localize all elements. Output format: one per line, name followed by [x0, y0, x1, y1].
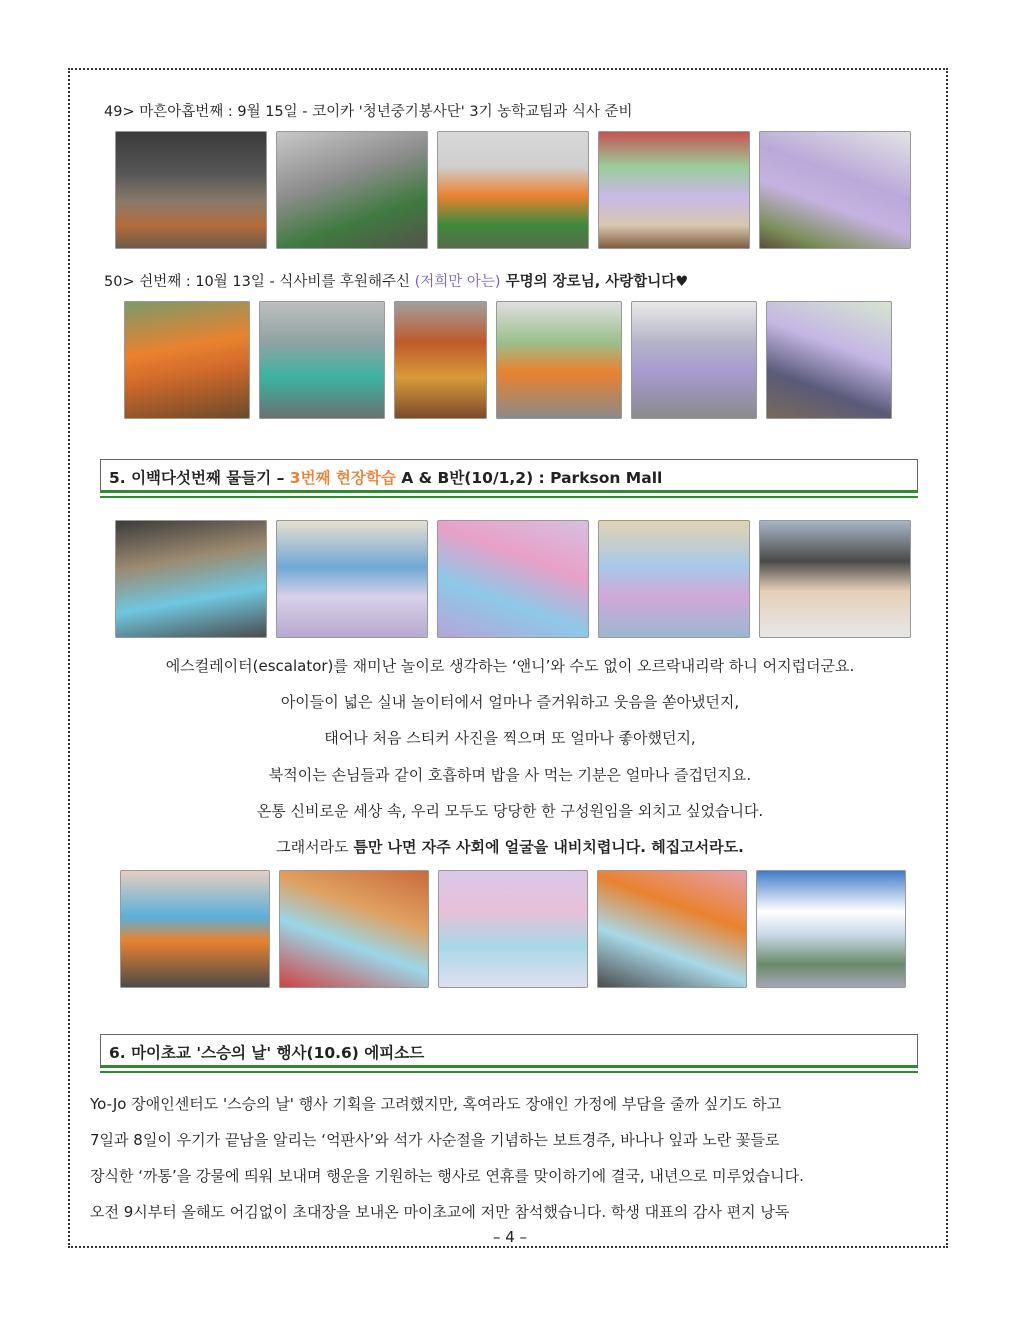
section-5-header [100, 459, 918, 493]
para5-line-4: 북적이는 손님들과 같이 호흡하며 밥을 사 먹는 기분은 얼마나 즐겁던지요. [268, 766, 752, 784]
para5-line-3: 태어나 처음 스티커 사진을 찍으며 또 얼마나 좋아했던지, [324, 729, 696, 747]
section-6-title: 6. 마이초교 '스승의 날' 행사(10.6) 에피소드 [109, 1044, 425, 1062]
para5-line-1: 에스컬레이터(escalator)를 재미난 놀이로 생각하는 ‘앤니’와 수도 없이 오르락내리락 하니 어지럽더군요. [165, 657, 855, 675]
photo-kitchen-cooking [276, 131, 428, 249]
para5-line-2: 아이들이 넓은 실내 놀이터에서 얼마나 즐거워하고 웃음을 쏟아냈던지, [280, 693, 740, 711]
section-5-suffix: A & B반(10/1,2) : Parkson Mall [395, 469, 663, 487]
photo-outdoor-group [756, 870, 906, 988]
para5-last-prefix: 그래서라도 [276, 838, 354, 856]
photo-group-floor [120, 870, 270, 988]
photo-row-5a [115, 520, 911, 638]
para6-line-2: 7일과 8일이 우기가 끝남을 알리는 ‘억판사’와 석가 사순절을 기념하는 보트경주, 바나나 잎과 노란 꽃들로 [90, 1131, 780, 1149]
page-number: – 4 – [492, 1228, 528, 1246]
photo-eating-students [766, 301, 892, 419]
para6-line-4: 오전 9시부터 올해도 어김없이 초대장을 보내온 마이초교에 저만 참석했습니다. 학생 대표의 감사 편지 낭독 [90, 1203, 790, 1221]
item-49-caption: 49> 마흔아홉번째 : 9월 15일 - 코이카 '청년중기봉사단' 3기 농학교팀과 식사 준비 [104, 104, 633, 120]
para6-line-3: 장식한 ‘까통’을 강물에 띄워 보내며 행운을 기원하는 행사로 연휴를 맞이하기에 결국, 내년으로 미루었습니다. [90, 1167, 804, 1185]
photo-cooking-pot [115, 131, 267, 249]
photo-kitchen-team [259, 301, 385, 419]
item-50-prefix: 50> 쉰번째 : 10월 13일 - 식사비를 후원해주신 [104, 274, 415, 290]
photo-kids-posing [597, 870, 747, 988]
section-6-header [100, 1034, 918, 1068]
section-5-highlight: 3번째 현장학습 [289, 469, 396, 487]
section-6-underline [100, 1071, 918, 1073]
para5-line-6 [80, 836, 940, 857]
photo-toy-play [279, 870, 429, 988]
photo-van-ride [115, 520, 267, 638]
photo-ball-pit-child [438, 870, 588, 988]
photo-volunteers-orange [437, 131, 589, 249]
photo-ball-pit [437, 520, 589, 638]
para5-last-bold: 틈만 나면 자주 사회에 얼굴을 내비치렵니다. 헤집고서라도. [353, 838, 744, 856]
photo-dining-hall [631, 301, 757, 419]
photo-row-50 [124, 301, 892, 419]
item-50-caption [104, 270, 688, 291]
photo-group-banner [276, 520, 428, 638]
photo-sticker-pose [759, 520, 911, 638]
para6-line-1: Yo-Jo 장애인센터도 '스승의 날' 행사 기획을 고려했지만, 혹여라도 장애인 가정에 부담을 줄까 싶기도 하고 [90, 1095, 782, 1113]
photo-food-trays [394, 301, 487, 419]
photo-serving [496, 301, 622, 419]
section-5-prefix: 5. 이백다섯번째 물들기 – [109, 469, 290, 487]
photo-playground-tower [598, 520, 750, 638]
photo-row-49 [115, 131, 911, 249]
item-50-bold: 무명의 장로님, 사랑합니다♥ [500, 274, 689, 290]
item-50-aside: (저희만 아는) [414, 274, 501, 290]
para5-line-5: 온통 신비로운 세상 속, 우리 모두도 당당한 한 구성원임을 외치고 싶었습니다. [256, 802, 764, 820]
photo-students-meal [759, 131, 911, 249]
photo-student-tray [598, 131, 750, 249]
photo-row-5b [120, 870, 906, 988]
section-5-underline [100, 496, 918, 498]
photo-cooking-orange [124, 301, 250, 419]
